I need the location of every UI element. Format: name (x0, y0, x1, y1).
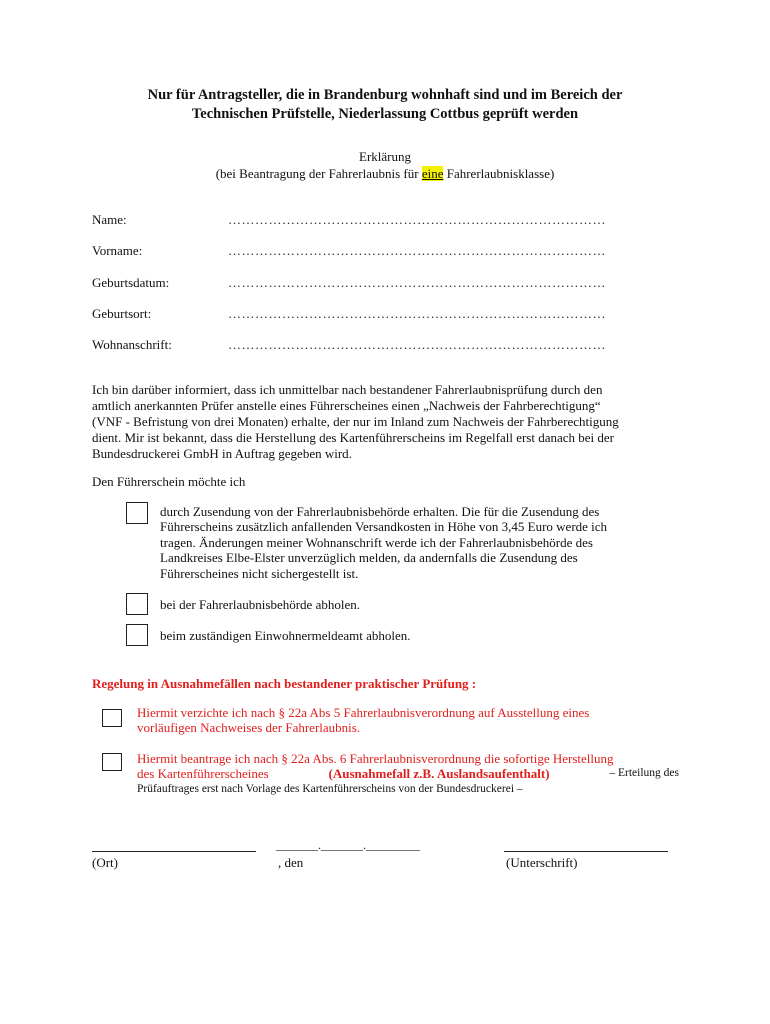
option-mail-line: Führerscheines nicht sichergestellt ist. (160, 565, 359, 581)
option-pickup-authority-checkbox[interactable] (126, 593, 148, 615)
name-field[interactable]: ………………………………………………………………………… (228, 212, 606, 227)
place-signature-line[interactable] (92, 851, 256, 852)
exception-immediate-line: Hiermit beantrage ich nach § 22a Abs. 6 Fahrerlaubnisverordnung die sofortige Herstellung (137, 751, 614, 766)
exception-immediate-bold-text: (Ausnahmefall z.B. Auslandsaufenthalt) (328, 766, 550, 782)
declaration-subheading (60, 165, 710, 182)
exception-immediate-checkbox[interactable] (102, 753, 122, 771)
option-mail-text (160, 504, 679, 581)
exception-immediate-red-text: des Kartenführerscheines (137, 766, 269, 782)
geburtsdatum-label: Geburtsdatum: (92, 275, 170, 290)
signature-line[interactable] (504, 851, 668, 852)
title-line-1: Nur für Antragsteller, die in Brandenburg wohnhaft sind und im Bereich der (147, 87, 623, 103)
vorname-field[interactable]: ………………………………………………………………………… (228, 243, 606, 258)
document-title (60, 86, 710, 124)
intro-line (92, 430, 679, 446)
wohnanschrift-label: Wohnanschrift: (92, 337, 172, 352)
wohnanschrift-field[interactable]: ………………………………………………………………………… (228, 337, 606, 352)
vorname-label: Vorname: (92, 243, 143, 258)
intro-line-text: Ich bin darüber informiert, dass ich unmittelbar nach bestandener Fahrerlaubnisprüfung durch den (92, 382, 603, 397)
subheading-text-before: (bei Beantragung der Fahrerlaubnis für (215, 166, 422, 181)
exception-waiver-checkbox[interactable] (102, 709, 122, 727)
title-line-2: Technischen Prüfstelle, Niederlassung Cottbus geprüft werden (191, 106, 579, 122)
signature-label: (Unterschrift) (506, 855, 578, 870)
exception-immediate-line-2 (137, 766, 679, 781)
option-pickup-authority-text: bei der Fahrerlaubnisbehörde abholen. (160, 597, 360, 612)
option-mail-checkbox[interactable] (126, 502, 148, 524)
highlighted-word: eine (421, 166, 444, 181)
date-label: , den (278, 855, 304, 870)
exception-heading: Regelung in Ausnahmefällen nach bestandener praktischer Prüfung : (92, 676, 477, 691)
intro-line (92, 398, 679, 414)
intro-line (92, 414, 679, 430)
intro-line-text: dient. Mir ist bekannt, dass die Herstellung des Kartenführerscheins im Regelfall erst danach bei der (92, 430, 615, 445)
exception-immediate-line-3: Prüfauftrages erst nach Vorlage des Kartenführerscheins von der Bundesdruckerei – (137, 782, 523, 795)
place-label: (Ort) (92, 855, 118, 870)
option-mail-line: Landkreises Elbe-Elster unverzüglich melden, da andernfalls die Zusendung des (160, 550, 578, 566)
declaration-heading-block (60, 148, 710, 182)
intro-line-text: amtlich anerkannten Prüfer anstelle eines Führerscheines einen „Nachweis der Fahrberechtigung“ (92, 398, 601, 413)
intro-line (92, 382, 679, 398)
declaration-heading: Erklärung (359, 149, 411, 164)
name-label: Name: (92, 212, 127, 227)
date-field[interactable]: _______._______._________ (276, 838, 420, 852)
geburtsort-field[interactable]: ………………………………………………………………………… (228, 306, 606, 321)
exception-immediate-text (137, 751, 679, 797)
geburtsort-label: Geburtsort: (92, 306, 152, 321)
option-pickup-registry-text: beim zuständigen Einwohnermeldeamt abholen. (160, 628, 411, 643)
option-mail-line: Führerscheins zusätzlich anfallenden Versandkosten in Höhe von 3,45 Euro werde ich (160, 519, 608, 535)
exception-waiver-text (137, 705, 679, 736)
intro-paragraph (92, 382, 679, 462)
intro-line: Bundesdruckerei GmbH in Auftrag gegeben wird. (92, 446, 352, 461)
delivery-intro: Den Führerschein möchte ich (92, 474, 246, 489)
intro-line-text: (VNF - Befristung von drei Monaten) erhalte, der nur im Inland zum Nachweis der Fahrberechtigung (92, 414, 619, 429)
option-pickup-registry-checkbox[interactable] (126, 624, 148, 646)
exception-immediate-black-text: – Erteilung des (609, 767, 679, 780)
exception-waiver-line: Hiermit verzichte ich nach § 22a Abs 5 Fahrerlaubnisverordnung auf Ausstellung eines (137, 705, 590, 720)
option-mail-line: durch Zusendung von der Fahrerlaubnisbehörde erhalten. Die für die Zusendung des (160, 504, 600, 519)
geburtsdatum-field[interactable]: ………………………………………………………………………… (228, 275, 606, 290)
subheading-text-after: Fahrerlaubnisklasse) (443, 166, 555, 181)
exception-waiver-line: vorläufigen Nachweises der Fahrerlaubnis. (137, 720, 361, 736)
option-mail-line: tragen. Änderungen meiner Wohnanschrift werde ich der Fahrerlaubnisbehörde des (160, 534, 593, 550)
